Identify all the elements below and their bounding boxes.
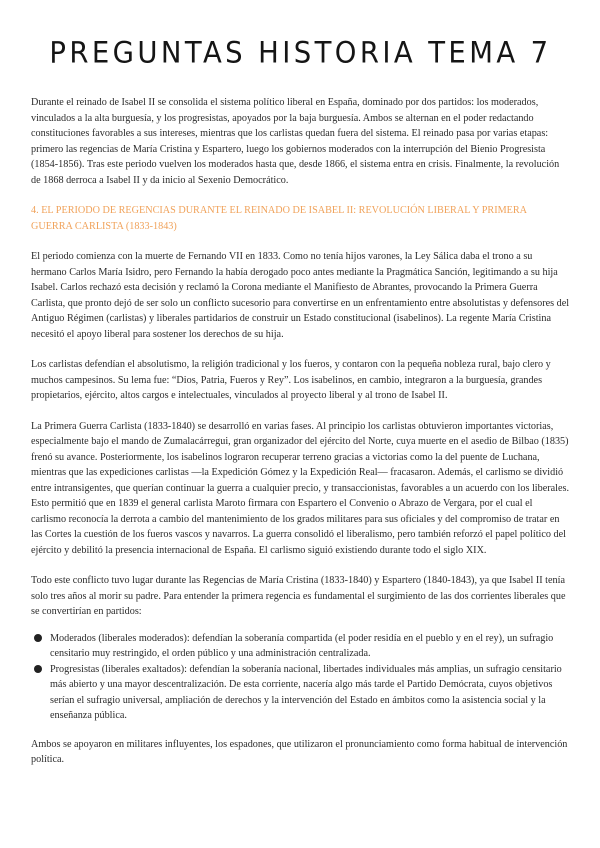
paragraph: Todo este conflicto tuvo lugar durante las Regencias de María Cristina (1833-1840) y Espartero (1840-1843), ya que Isabel II tenía solo tres años al morir su padre. Para entender la primera regencia es fundamental el surgimiento de las dos corrientes liberales que se convertirían en partidos: [31, 575, 566, 617]
bullet-dot-icon [34, 634, 42, 642]
section-heading: 4. EL PERIODO DE REGENCIAS DURANTE EL REINADO DE ISABEL II: REVOLUCIÓN LIBERAL Y PRIMERA GUERRA CARLISTA (1833-1843) [31, 205, 527, 232]
list-item [31, 631, 570, 662]
intro-paragraph: Durante el reinado de Isabel II se consolida el sistema político liberal en España, dominado por dos partidos: los moderados, vinculados a la alta burguesía, y los progresistas, apoyados por la baja burguesía. Ambos se alternan en el poder redactando constituciones favorables a sus intereses, mientras que los carlistas quedan fuera del sistema. El reinado pasa por varias etapas: primero las regencias de María Cristina y Espartero, luego los gobiernos moderados con la interrupción del Bienio Progresista (1854-1856). Tras este periodo vuelven los moderados hasta que, desde 1866, el sistema entra en crisis. Finalmente, la revolución de 1868 derroca a Isabel II y da inicio al Sexenio Democrático. [31, 97, 560, 186]
paragraph: El periodo comienza con la muerte de Fernando VII en 1833. Como no tenía hijos varones, la Ley Sálica daba el trono a su hermano Carlos María Isidro, pero Fernando la había derogado poco antes mediante la Pragmática Sanción, legitimando a su hija Isabel. Carlos rechazó esta decisión y reclamó la Corona mediante el Manifiesto de Abrantes, provocando la Primera Guerra Carlista, que pronto dejó de ser solo un conflicto sucesorio para convertirse en un enfrentamiento entre absolutistas y defensores del Antiguo Régimen (carlistas) y liberales partidarios de construir un Estado constitucional (isabelinos). La regente María Cristina necesitó el apoyo liberal para sostener los derechos de su hija. [31, 251, 570, 340]
bullet-dot-icon [34, 665, 42, 673]
paragraph: La Primera Guerra Carlista (1833-1840) se desarrolló en varias fases. Al principio los carlistas obtuvieron importantes victorias, especialmente bajo el mando de Zumalacárregui, gran organizador del ejército del Norte, cuya muerte en el asedio de Bilbao (1835) frenó su avance. Posteriormente, los isabelinos lograron recuperar terreno gracias a victorias como la del puente de Luchana, mientras que las expediciones carlistas —la Expedición Gómez y la Expedición Real— fracasaron. Además, el carlismo se dividió entre intransigentes, que querían continuar la guerra a cualquier precio, y transaccionistas, favorables a un acuerdo con los liberales. Esto permitió que en 1839 el general carlista Maroto firmara con Espartero el Convenio o Abrazo de Vergara, por el cual el carlismo reconocía la derrota a cambio del mantenimiento de los grados militares para sus oficiales y del compromiso de tratar en las Cortes la cuestión de los fueros vascos y navarros. La guerra consolidó el liberalismo, pero también reforzó el papel político del ejército y debilitó la presencia internacional de España. El carlismo siguió existiendo durante todo el siglo XIX. [31, 420, 570, 556]
list-item-text: Moderados (liberales moderados): defendían la soberanía compartida (el poder residía en el pueblo y en el rey), un sufragio censitario muy restringido, el orden público y una administración centralizada. [50, 632, 554, 659]
list-item-text: Progresistas (liberales exaltados): defendían la soberanía nacional, libertades individuales más amplias, un sufragio censitario más abierto y una mayor descentralización. De esta corriente, nacería algo más tarde el Partido Demócrata, cuyos objetivos serían el sufragio universal, ampliación de derechos y la intervención del Estado en ámbitos como la asistencia social y la enseñanza pública. [50, 663, 562, 721]
page-title: PREGUNTAS HISTORIA TEMA 7 [49, 35, 552, 71]
bullet-list [31, 631, 570, 724]
closing-paragraph: Ambos se apoyaron en militares influyentes, los espadones, que utilizaron el pronunciamiento como forma habitual de intervención política. [31, 738, 568, 765]
paragraph: Los carlistas defendían el absolutismo, la religión tradicional y los fueros, y contaron con la pequeña nobleza rural, bajo clero y muchos campesinos. Su lema fue: “Dios, Patria, Fueros y Rey”. Los isabelinos, en cambio, integraron a la burguesía, grandes propietarios, ejército, altos cargos e intelectuales, vinculados al proyecto liberal y al trono de Isabel II. [31, 359, 551, 401]
list-item [31, 662, 570, 724]
